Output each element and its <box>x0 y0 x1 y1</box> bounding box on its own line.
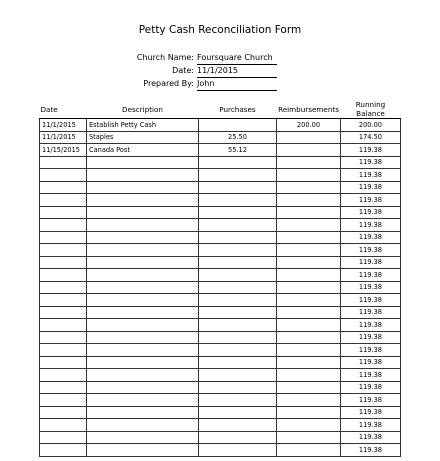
cell-running-balance[interactable]: 119.38 <box>341 169 401 182</box>
table-row <box>40 131 401 144</box>
cell-running-balance[interactable]: 119.38 <box>341 181 401 194</box>
cell-description[interactable] <box>87 169 199 182</box>
cell-description[interactable]: Canada Post <box>87 144 199 157</box>
cell-running-balance[interactable]: 119.38 <box>341 369 401 382</box>
cell-description[interactable] <box>87 206 199 219</box>
table-row <box>40 419 401 432</box>
table-row <box>40 119 401 132</box>
cell-description[interactable] <box>87 369 199 382</box>
cell-running-balance[interactable]: 119.38 <box>341 144 401 157</box>
cell-date[interactable] <box>40 444 87 457</box>
cell-description[interactable] <box>87 231 199 244</box>
cell-purchases[interactable]: 55.12 <box>199 144 277 157</box>
cell-purchases[interactable] <box>199 306 277 319</box>
cell-description[interactable] <box>87 256 199 269</box>
table-body <box>40 119 401 457</box>
table-row <box>40 269 401 282</box>
cell-date[interactable] <box>40 194 87 207</box>
cell-purchases[interactable] <box>199 294 277 307</box>
table-row <box>40 206 401 219</box>
cell-description[interactable] <box>87 156 199 169</box>
cell-date[interactable] <box>40 306 87 319</box>
cell-running-balance[interactable]: 119.38 <box>341 281 401 294</box>
cell-date[interactable]: 11/15/2015 <box>40 144 87 157</box>
cell-description[interactable] <box>87 306 199 319</box>
cell-reimbursements[interactable] <box>277 306 341 319</box>
cell-reimbursements[interactable] <box>277 444 341 457</box>
cell-date[interactable] <box>40 181 87 194</box>
cell-purchases[interactable] <box>199 281 277 294</box>
cell-reimbursements[interactable] <box>277 431 341 444</box>
cell-description[interactable] <box>87 319 199 332</box>
cell-purchases[interactable] <box>199 206 277 219</box>
cell-running-balance[interactable]: 119.38 <box>341 344 401 357</box>
cell-running-balance[interactable]: 119.38 <box>341 256 401 269</box>
cell-description[interactable] <box>87 281 199 294</box>
cell-date[interactable] <box>40 431 87 444</box>
cell-reimbursements[interactable] <box>277 144 341 157</box>
cell-date[interactable]: 11/1/2015 <box>40 119 87 132</box>
cell-running-balance[interactable]: 119.38 <box>341 231 401 244</box>
cell-running-balance[interactable]: 119.38 <box>341 319 401 332</box>
table-row <box>40 431 401 444</box>
cell-reimbursements[interactable] <box>277 169 341 182</box>
table-row <box>40 444 401 457</box>
cell-description[interactable] <box>87 331 199 344</box>
cell-running-balance[interactable]: 119.38 <box>341 419 401 432</box>
cell-purchases[interactable] <box>199 156 277 169</box>
cell-running-balance[interactable]: 119.38 <box>341 219 401 232</box>
table-row <box>40 356 401 369</box>
table-row <box>40 331 401 344</box>
cell-reimbursements[interactable] <box>277 244 341 257</box>
reconciliation-table <box>39 100 401 457</box>
cell-purchases[interactable] <box>199 269 277 282</box>
form-title: Petty Cash Reconciliation Form <box>138 24 302 36</box>
cell-reimbursements[interactable] <box>277 419 341 432</box>
cell-date[interactable] <box>40 256 87 269</box>
church-name-value[interactable]: Foursquare Church <box>197 52 277 65</box>
header-purchases: Purchases <box>199 100 277 119</box>
header-running-balance: Running Balance <box>341 100 401 119</box>
cell-running-balance[interactable]: 119.38 <box>341 206 401 219</box>
prepared-by-label: Prepared By: <box>143 79 194 88</box>
table-row <box>40 406 401 419</box>
cell-running-balance[interactable]: 119.38 <box>341 444 401 457</box>
cell-purchases[interactable] <box>199 194 277 207</box>
cell-date[interactable] <box>40 219 87 232</box>
cell-purchases[interactable]: 25.50 <box>199 131 277 144</box>
cell-description[interactable] <box>87 444 199 457</box>
cell-date[interactable] <box>40 356 87 369</box>
cell-purchases[interactable] <box>199 119 277 132</box>
header-description: Description <box>87 100 199 119</box>
cell-description[interactable]: Staples <box>87 131 199 144</box>
cell-reimbursements[interactable]: 200.00 <box>277 119 341 132</box>
table-row <box>40 369 401 382</box>
cell-description[interactable] <box>87 269 199 282</box>
cell-running-balance[interactable]: 119.38 <box>341 294 401 307</box>
table-row <box>40 344 401 357</box>
cell-description[interactable]: Establish Petty Cash <box>87 119 199 132</box>
table-row <box>40 169 401 182</box>
cell-description[interactable] <box>87 194 199 207</box>
cell-date[interactable] <box>40 319 87 332</box>
cell-date[interactable] <box>40 156 87 169</box>
cell-reimbursements[interactable] <box>277 331 341 344</box>
date-row <box>0 65 440 77</box>
cell-description[interactable] <box>87 356 199 369</box>
table-row <box>40 194 401 207</box>
cell-description[interactable] <box>87 381 199 394</box>
cell-description[interactable] <box>87 344 199 357</box>
cell-purchases[interactable] <box>199 181 277 194</box>
cell-date[interactable] <box>40 344 87 357</box>
cell-date[interactable] <box>40 419 87 432</box>
date-value[interactable]: 11/1/2015 <box>197 65 277 78</box>
table-row <box>40 319 401 332</box>
cell-running-balance[interactable]: 119.38 <box>341 381 401 394</box>
table-row <box>40 294 401 307</box>
cell-reimbursements[interactable] <box>277 131 341 144</box>
cell-purchases[interactable] <box>199 431 277 444</box>
cell-purchases[interactable] <box>199 419 277 432</box>
cell-purchases[interactable] <box>199 394 277 407</box>
cell-date[interactable] <box>40 406 87 419</box>
cell-reimbursements[interactable] <box>277 356 341 369</box>
cell-purchases[interactable] <box>199 219 277 232</box>
table-row <box>40 231 401 244</box>
cell-running-balance[interactable]: 119.38 <box>341 331 401 344</box>
church-name-row <box>0 52 440 64</box>
table-row <box>40 306 401 319</box>
table-header-row <box>40 100 401 119</box>
cell-running-balance[interactable]: 174.50 <box>341 131 401 144</box>
cell-purchases[interactable] <box>199 406 277 419</box>
cell-running-balance[interactable]: 119.38 <box>341 406 401 419</box>
cell-reimbursements[interactable] <box>277 381 341 394</box>
table-row <box>40 219 401 232</box>
table-row <box>40 381 401 394</box>
cell-description[interactable] <box>87 219 199 232</box>
cell-date[interactable] <box>40 294 87 307</box>
prepared-by-value[interactable]: John <box>197 78 277 91</box>
cell-description[interactable] <box>87 431 199 444</box>
cell-purchases[interactable] <box>199 381 277 394</box>
cell-reimbursements[interactable] <box>277 156 341 169</box>
cell-date[interactable] <box>40 394 87 407</box>
cell-purchases[interactable] <box>199 331 277 344</box>
header-reimbursements: Reimbursements <box>277 100 341 119</box>
cell-reimbursements[interactable] <box>277 344 341 357</box>
cell-purchases[interactable] <box>199 256 277 269</box>
cell-description[interactable] <box>87 419 199 432</box>
cell-reimbursements[interactable] <box>277 231 341 244</box>
cell-date[interactable] <box>40 331 87 344</box>
cell-running-balance[interactable]: 119.38 <box>341 156 401 169</box>
cell-reimbursements[interactable] <box>277 319 341 332</box>
cell-running-balance[interactable]: 119.38 <box>341 356 401 369</box>
cell-date[interactable] <box>40 269 87 282</box>
cell-purchases[interactable] <box>199 244 277 257</box>
cell-date[interactable] <box>40 244 87 257</box>
cell-date[interactable]: 11/1/2015 <box>40 131 87 144</box>
cell-description[interactable] <box>87 244 199 257</box>
cell-date[interactable] <box>40 381 87 394</box>
table-row <box>40 156 401 169</box>
cell-reimbursements[interactable] <box>277 406 341 419</box>
table-row <box>40 281 401 294</box>
cell-description[interactable] <box>87 181 199 194</box>
cell-reimbursements[interactable] <box>277 181 341 194</box>
cell-reimbursements[interactable] <box>277 194 341 207</box>
church-name-label: Church Name: <box>136 53 194 62</box>
cell-purchases[interactable] <box>199 344 277 357</box>
cell-date[interactable] <box>40 369 87 382</box>
table-row <box>40 144 401 157</box>
table-row <box>40 181 401 194</box>
cell-purchases[interactable] <box>199 369 277 382</box>
table-row <box>40 256 401 269</box>
cell-date[interactable] <box>40 231 87 244</box>
date-label: Date: <box>172 66 194 75</box>
cell-date[interactable] <box>40 281 87 294</box>
cell-description[interactable] <box>87 406 199 419</box>
cell-reimbursements[interactable] <box>277 256 341 269</box>
cell-date[interactable] <box>40 206 87 219</box>
header-date: Date <box>40 100 87 119</box>
table-row <box>40 394 401 407</box>
cell-purchases[interactable] <box>199 319 277 332</box>
cell-date[interactable] <box>40 169 87 182</box>
prepared-by-row <box>0 78 440 90</box>
cell-running-balance[interactable]: 119.38 <box>341 431 401 444</box>
cell-reimbursements[interactable] <box>277 294 341 307</box>
cell-purchases[interactable] <box>199 231 277 244</box>
cell-reimbursements[interactable] <box>277 206 341 219</box>
cell-reimbursements[interactable] <box>277 281 341 294</box>
cell-purchases[interactable] <box>199 444 277 457</box>
cell-description[interactable] <box>87 394 199 407</box>
cell-purchases[interactable] <box>199 356 277 369</box>
table-row <box>40 244 401 257</box>
cell-reimbursements[interactable] <box>277 394 341 407</box>
cell-running-balance[interactable]: 119.38 <box>341 244 401 257</box>
cell-running-balance[interactable]: 119.38 <box>341 394 401 407</box>
cell-running-balance[interactable]: 119.38 <box>341 306 401 319</box>
cell-running-balance[interactable]: 119.38 <box>341 269 401 282</box>
cell-description[interactable] <box>87 294 199 307</box>
cell-reimbursements[interactable] <box>277 219 341 232</box>
cell-running-balance[interactable]: 200.00 <box>341 119 401 132</box>
cell-reimbursements[interactable] <box>277 269 341 282</box>
cell-reimbursements[interactable] <box>277 369 341 382</box>
cell-purchases[interactable] <box>199 169 277 182</box>
cell-running-balance[interactable]: 119.38 <box>341 194 401 207</box>
